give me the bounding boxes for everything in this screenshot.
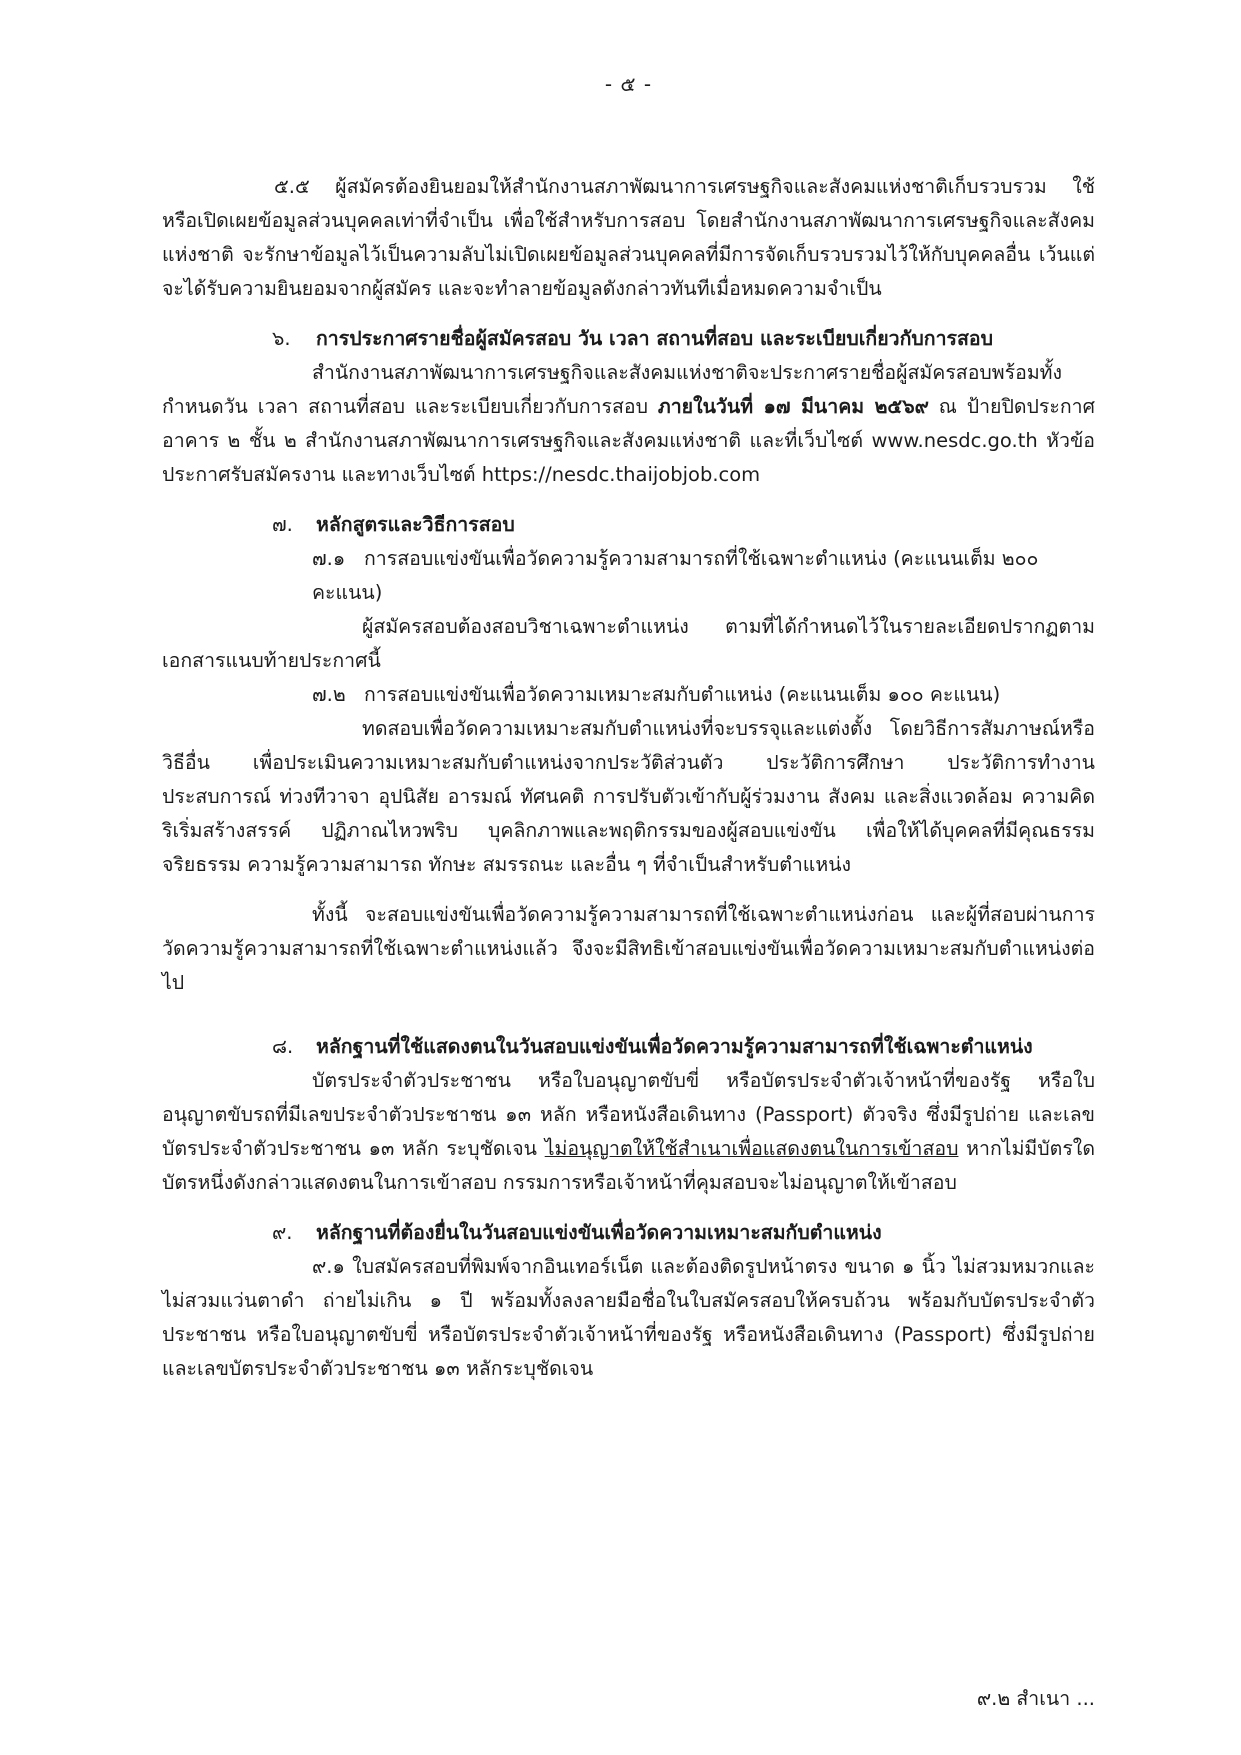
section-8-no-copy-notice: ไม่อนุญาตให้ใช้สำเนาเพื่อแสดงตนในการเข้าสอบ (544, 1137, 959, 1160)
section-7-title: หลักสูตรและวิธีการสอบ (316, 513, 515, 536)
section-9-1-paragraph: ๙.๑ ใบสมัครสอบที่พิมพ์จากอินเทอร์เน็ต และต้องติดรูปหน้าตรง ขนาด ๑ นิ้ว ไม่สวมหมวกและไม่สวมแว่นตาดำ ถ่ายไม่เกิน ๑ ปี พร้อมทั้งลงลายมือชื่อในใบสมัครสอบให้ครบถ้วน พร้อมกับบัตรประจำตัวประชาชน หรือใบอนุญาตขับขี่ หรือบัตรประจำตัวเจ้าหน้าที่ของรัฐ หรือหนังสือเดินทาง (Passport) ซึ่งมีรูปถ่าย และเลขบัตรประจำตัวประชาชน ๑๓ หลักระบุชัดเจน (162, 1255, 1095, 1380)
section-8-text-a: บัตรประจำตัวประชาชน หรือใบอนุญาตขับขี่ หรือบัตรประจำตัวเจ้าหน้าที่ของรัฐ หรือใบอนุญาตขับรถที่มีเลขประจำตัวประชาชน ๑๓ หลัก หรือหนังสือเดินทาง (Passport) ตัวจริง ซึ่งมีรูปถ่าย และเลขบัตรประจำตัวประชาชน ๑๓ หลัก ระบุชัดเจน (162, 1069, 1095, 1160)
section-9-title: หลักฐานที่ต้องยื่นในวันสอบแข่งขันเพื่อวัดความเหมาะสมกับตำแหน่ง (316, 1221, 882, 1244)
section-7-1-number: ๗.๑ (312, 547, 346, 570)
section-7-1-heading (162, 542, 1095, 610)
section-6-paragraph (162, 356, 1095, 492)
section-5-5-paragraph: ๕.๕ ผู้สมัครต้องยินยอมให้สำนักงานสภาพัฒนาการเศรษฐกิจและสังคมแห่งชาติเก็บรวบรวม ใช้ หรือเปิดเผยข้อมูลส่วนบุคคลเท่าที่จำเป็น เพื่อใช้สำหรับการสอบ โดยสำนักงานสภาพัฒนาการเศรษฐกิจและสังคมแห่งชาติ จะรักษาข้อมูลไว้เป็นความลับไม่เปิดเผยข้อมูลส่วนบุคคลที่มีการจัดเก็บรวบรวมไว้ให้กับบุคคลอื่น เว้นแต่จะได้รับความยินยอมจากผู้สมัคร และจะทำลายข้อมูลดังกล่าวทันทีเมื่อหมดความจำเป็น (162, 175, 1095, 300)
section-7-number: ๗. (272, 513, 293, 536)
section-8-title: หลักฐานที่ใช้แสดงตนในวันสอบแข่งขันเพื่อวัดความรู้ความสามารถที่ใช้เฉพาะตำแหน่ง (316, 1035, 1033, 1058)
spacer (162, 882, 1095, 898)
section-8 (162, 1030, 1095, 1200)
section-9 (162, 1216, 1095, 1386)
section-9-number: ๙. (272, 1221, 293, 1244)
section-6-text-a: สำนักงานสภาพัฒนาการเศรษฐกิจและสังคมแห่งชาติจะประกาศรายชื่อผู้สมัครสอบพร้อมทั้งกำหนดวัน เวลา สถานที่สอบ และระเบียบเกี่ยวกับการสอบ (162, 361, 1063, 418)
section-7-closing-paragraph: ทั้งนี้ จะสอบแข่งขันเพื่อวัดความรู้ความสามารถที่ใช้เฉพาะตำแหน่งก่อน และผู้ที่สอบผ่านการวัดความรู้ความสามารถที่ใช้เฉพาะตำแหน่งแล้ว จึงจะมีสิทธิเข้าสอบแข่งขันเพื่อวัดความเหมาะสมกับตำแหน่งต่อไป (162, 903, 1095, 994)
section-6-title: การประกาศรายชื่อผู้สมัครสอบ วัน เวลา สถานที่สอบ และระเบียบเกี่ยวกับการสอบ (316, 327, 993, 350)
section-8-heading (162, 1030, 1095, 1064)
section-6-text-b: ณ ป้ายปิดประกาศ อาคาร ๒ ชั้น ๒ สำนักงานสภาพัฒนาการเศรษฐกิจและสังคมแห่งชาติ และที่เว็บไซต์ www.nesdc.go.th หัวข้อประกาศรับสมัครงาน และทางเว็บไซต์ https://nesdc.thaijobjob.com (162, 395, 1095, 486)
section-8-paragraph (162, 1064, 1095, 1200)
section-8-number: ๘. (272, 1035, 294, 1058)
section-7-2-number: ๗.๒ (312, 683, 346, 706)
section-7 (162, 508, 1095, 1000)
section-6-deadline: ภายในวันที่ ๑๗ มีนาคม ๒๕๖๙ (657, 395, 929, 418)
page-number: - ๕ - (604, 72, 653, 96)
section-6-heading (162, 322, 1095, 356)
section-6-number: ๖. (272, 327, 291, 350)
section-9-heading (162, 1216, 1095, 1250)
section-7-1-title: การสอบแข่งขันเพื่อวัดความรู้ความสามารถที่ใช้เฉพาะตำแหน่ง (คะแนนเต็ม ๒๐๐ คะแนน) (312, 547, 1039, 604)
continuation-note: ๙.๒ สำเนา ... (976, 1687, 1095, 1710)
section-6 (162, 322, 1095, 492)
section-7-2-paragraph: ทดสอบเพื่อวัดความเหมาะสมกับตำแหน่งที่จะบรรจุและแต่งตั้ง โดยวิธีการสัมภาษณ์หรือวิธีอื่น เพื่อประเมินความเหมาะสมกับตำแหน่งจากประวัติส่วนตัว ประวัติการศึกษา ประวัติการทำงาน ประสบการณ์ ท่วงทีวาจา อุปนิสัย อารมณ์ ทัศนคติ การปรับตัวเข้ากับผู้ร่วมงาน สังคม และสิ่งแวดล้อม ความคิดริเริ่มสร้างสรรค์ ปฏิภาณไหวพริบ บุคลิกภาพและพฤติกรรมของผู้สอบแข่งขัน เพื่อให้ได้บุคคลที่มีคุณธรรม จริยธรรม ความรู้ความสามารถ ทักษะ สมรรถนะ และอื่น ๆ ที่จำเป็นสำหรับตำแหน่ง (162, 717, 1095, 876)
section-7-1-paragraph: ผู้สมัครสอบต้องสอบวิชาเฉพาะตำแหน่ง ตามที่ได้กำหนดไว้ในรายละเอียดปรากฏตามเอกสารแนบท้ายประกาศนี้ (162, 615, 1095, 672)
section-7-2-title: การสอบแข่งขันเพื่อวัดความเหมาะสมกับตำแหน่ง (คะแนนเต็ม ๑๐๐ คะแนน) (364, 683, 1001, 706)
section-8-text-b: หากไม่มีบัตรใดบัตรหนึ่งดังกล่าวแสดงตนในการเข้าสอบ กรรมการหรือเจ้าหน้าที่คุมสอบจะไม่อนุญาตให้เข้าสอบ (162, 1137, 1095, 1194)
section-7-heading (162, 508, 1095, 542)
section-7-2-heading (162, 678, 1095, 712)
